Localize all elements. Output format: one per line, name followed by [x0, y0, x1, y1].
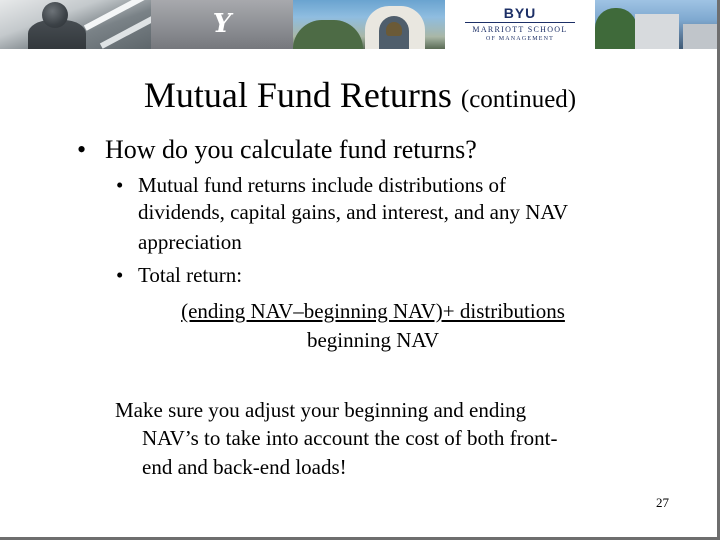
byu-marriott-logo: [445, 0, 595, 49]
title-sub: (continued): [460, 86, 577, 113]
banner-photo-logo: [151, 0, 293, 49]
numerator-text: (ending NAV–beginning NAV)+ distributions: [181, 299, 565, 323]
sub-bullet-1-line-1: Mutual fund returns include distributions of: [138, 173, 507, 197]
header-banner: [0, 0, 718, 49]
formula-denominator: beginning NAV: [306, 328, 440, 352]
school-subtitle: OF MANAGEMENT: [485, 36, 555, 42]
note-line-1: Make sure you adjust your beginning and ending: [115, 398, 527, 422]
photo-detail: [683, 24, 718, 49]
bullet-icon: •: [77, 135, 87, 164]
sub-bullet-2-text: Total return:: [138, 263, 243, 287]
photo-detail: [595, 8, 637, 49]
note-line-2: NAV’s to take into account the cost of both front-: [142, 426, 558, 450]
school-name: MARRIOTT SCHOOL: [472, 25, 568, 34]
logo-divider: [465, 22, 575, 23]
bullet-level1: [77, 135, 477, 165]
photo-detail: [293, 20, 363, 49]
title-main: Mutual Fund Returns: [143, 75, 452, 115]
banner-photo-campus: [595, 0, 718, 49]
photo-detail: [635, 14, 679, 49]
sub-bullet-1-line-3: appreciation: [138, 230, 242, 254]
photo-detail: [42, 2, 68, 28]
sub-bullet-2: [116, 262, 242, 288]
bullet-icon: •: [116, 173, 124, 197]
sub-bullet-1: [116, 172, 506, 198]
sub-bullet-1-line-2: dividends, capital gains, and interest, and any NAV: [138, 200, 569, 224]
page-number: 27: [656, 495, 669, 510]
slide-title: [0, 73, 720, 122]
formula-numerator: [0, 297, 720, 325]
note-line-3: end and back-end loads!: [142, 455, 347, 479]
banner-photo-statue: [0, 0, 151, 49]
banner-photo-bell-tower: [293, 0, 445, 49]
y-logo: Y: [212, 9, 232, 39]
bullet-text: How do you calculate fund returns?: [105, 135, 477, 164]
brand-name: BYU: [503, 5, 537, 21]
bullet-icon: •: [116, 263, 124, 287]
bell-icon: [386, 22, 402, 36]
